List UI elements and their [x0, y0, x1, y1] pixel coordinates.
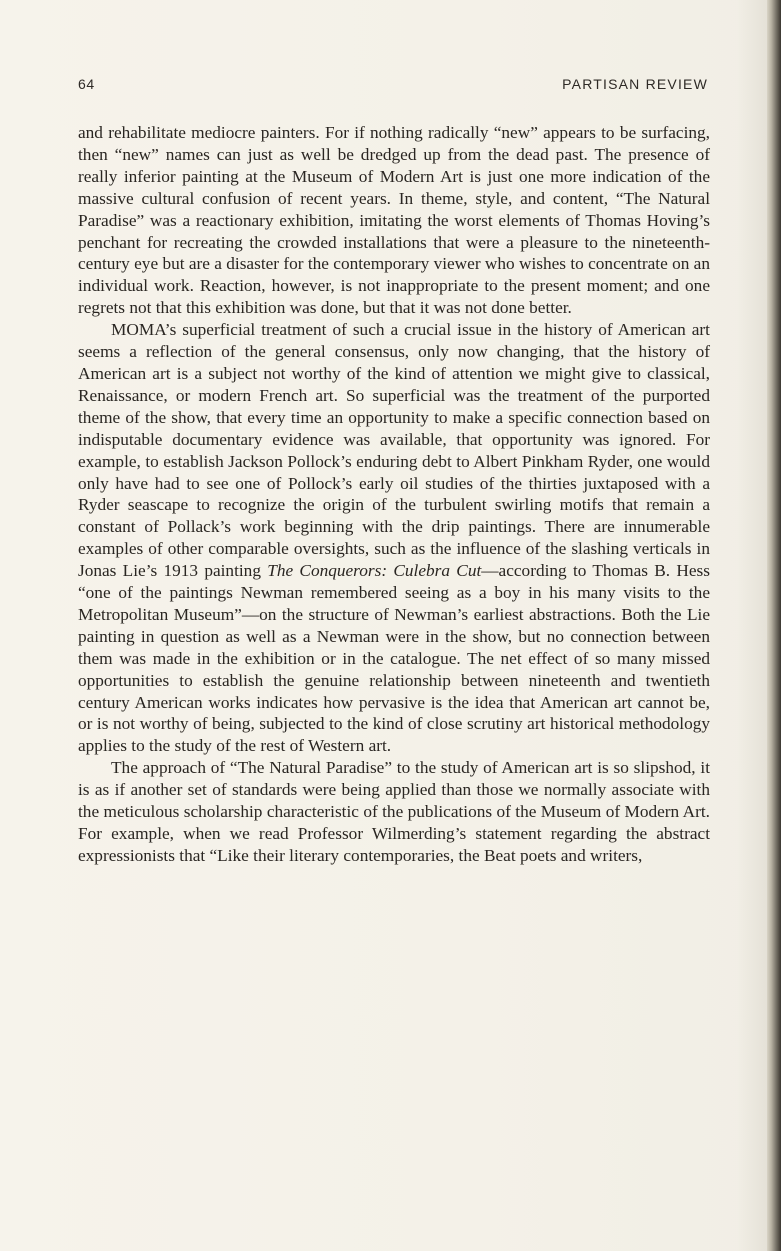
binding-shadow — [737, 0, 767, 1251]
paragraph-2 — [78, 319, 710, 757]
paragraph-2-text-a: MOMA’s superficial treatment of such a crucial issue in the history of American art seems a reflection of the general consensus, only now changing, that the history of American art is a subject not worthy of the kind of attention we might give to classical, Renaissance, or modern French art. So superficial was the treatment of the purported theme of the show, that every time an opportunity to make a specific connection based on indisputable documentary evidence was available, that opportunity was ignored. For example, to establish Jackson Pollock’s enduring debt to Albert Pinkham Ryder, one would only have had to see one of Pollock’s early oil studies of the thirties juxtaposed with a Ryder seascape to recognize the origin of the turbulent swirling motifs that remain a constant of Pollack’s work beginning with the drip paintings. There are innumerable examples of other comparable oversights, such as the influence of the slashing verticals in Jonas Lie’s 1913 painting — [78, 320, 710, 581]
paragraph-3 — [78, 757, 710, 867]
binding-edge — [767, 0, 781, 1251]
page-number: 64 — [78, 76, 95, 92]
article-body — [78, 122, 710, 867]
paragraph-2-text-b: —according to Thomas B. Hess “one of the paintings Newman remembered seeing as a boy in his many visits to the Metropolitan Museum”—on the structure of Newman’s earliest abstractions. Both the Lie painting in question as well as a Newman were in the show, but no connection between them was made in the exhibition or in the catalogue. The net effect of so many missed opportunities to establish the genuine relationship between nineteenth and twentieth century American works indicates how pervasive is the idea that American art cannot be, or is not worthy of being, subjected to the kind of close scrutiny art historical methodology applies to the study of the rest of Western art. — [78, 561, 710, 756]
paragraph-1-text: and rehabilitate mediocre painters. For if nothing radically “new” appears to be surfacing, then “new” names can just as well be dredged up from the dead past. The presence of really inferior painting at the Museum of Modern Art is just one more indication of the massive cultural confusion of recent years. In theme, style, and content, “The Natural Paradise” was a reactionary exhibition, imitating the worst elements of Thomas Hoving’s penchant for recreating the crowded installations that were a pleasure to the nineteenth-century eye but are a disaster for the contemporary viewer who wishes to concentrate on an individual work. Reaction, however, is not inappropriate to the present moment; and one regrets not that this exhibition was done, but that it was not done better. — [78, 123, 710, 318]
running-head: PARTISAN REVIEW — [562, 76, 708, 92]
paragraph-1 — [78, 122, 710, 319]
page-header — [78, 76, 708, 96]
artwork-title: The Conquerors: Culebra Cut — [267, 561, 482, 581]
paragraph-3-text: The approach of “The Natural Paradise” to the study of American art is so slipshod, it is as if another set of standards were being applied than those we normally associate with the meticulous scholarship characteristic of the publications of the Museum of Modern Art. For example, when we read Professor Wilmerding’s statement regarding the abstract expressionists that “Like their literary contemporaries, the Beat poets and writers, — [78, 758, 710, 865]
